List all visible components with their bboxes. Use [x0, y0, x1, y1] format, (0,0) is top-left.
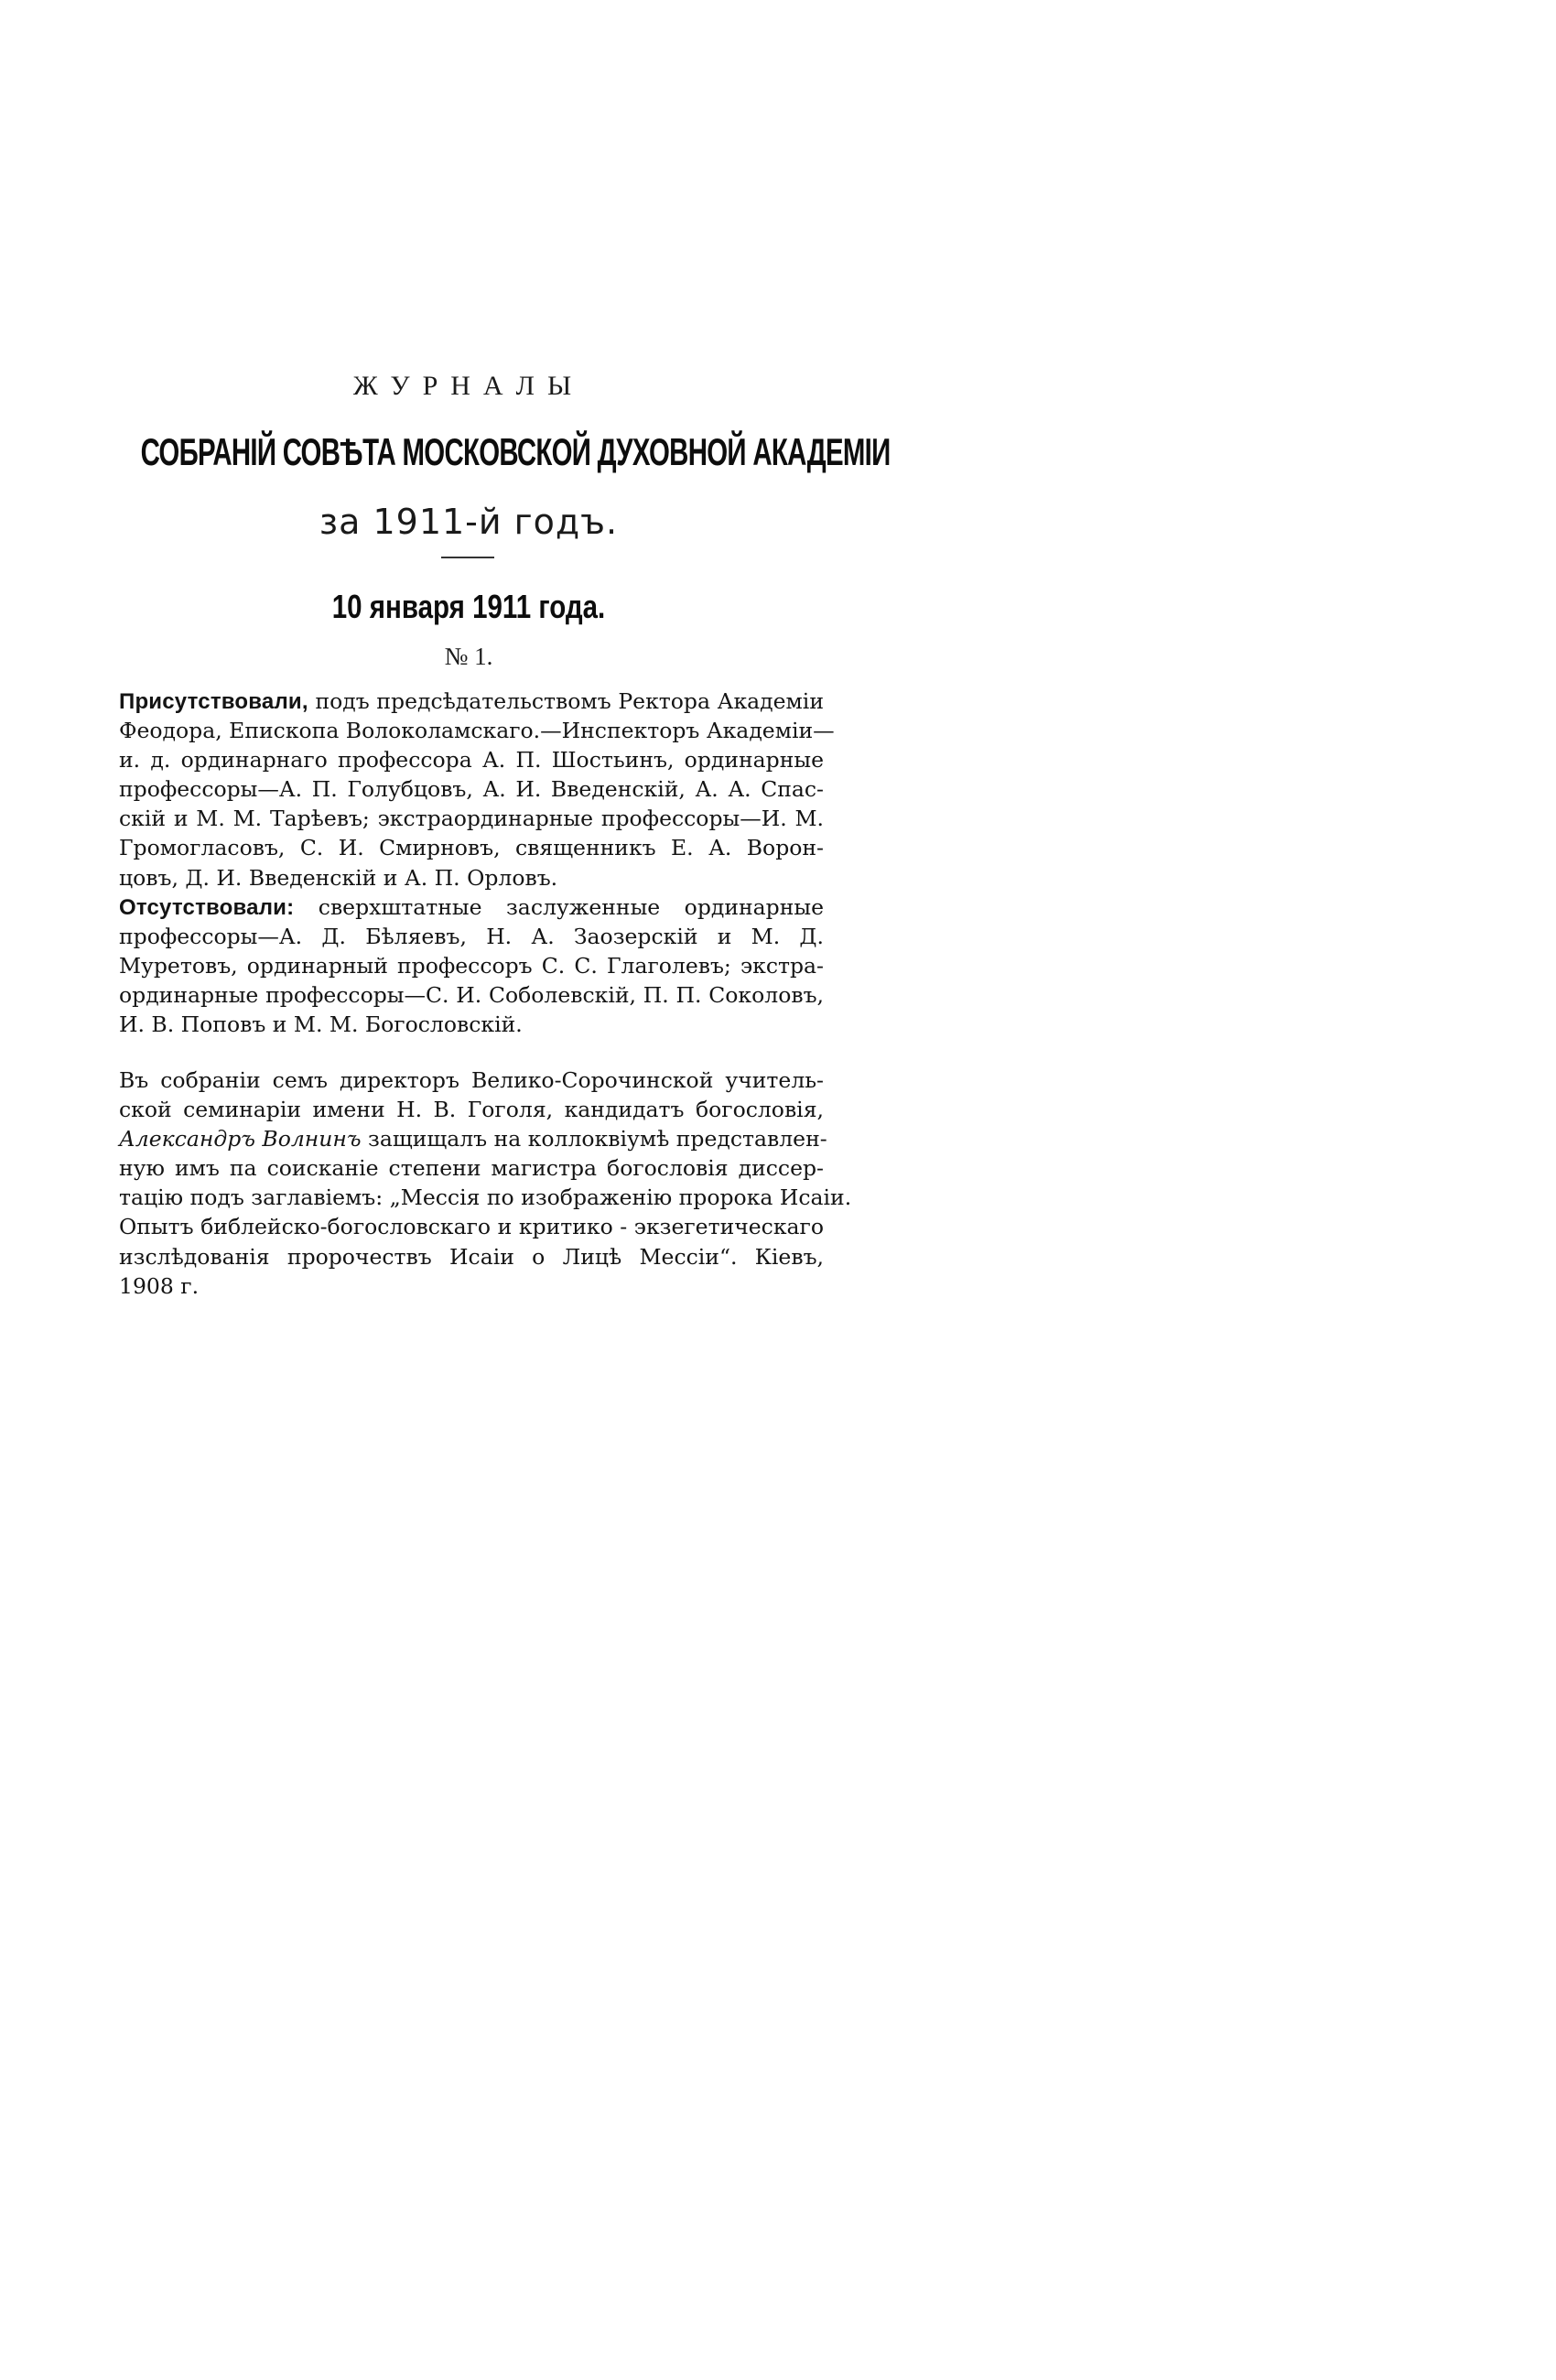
year-line: за 1911-й годъ.: [319, 502, 619, 542]
journal-label: ЖУРНАЛЫ: [352, 371, 585, 401]
proceedings-line: 1908 г.: [119, 1272, 200, 1299]
proceedings-line: изслѣдованія пророчествъ Исаіи о Лицѣ Мессіи“. Кіевъ,: [119, 1243, 824, 1270]
present-paragraph: [119, 687, 835, 892]
document-page: [0, 0, 937, 1433]
present-lead: Присутствовали,: [119, 689, 308, 714]
present-line: Феодора, Епископа Волоколамскаго.—Инспекторъ Академіи—: [119, 718, 835, 744]
proceedings-line: тацію подъ заглавіемъ: „Мессія по изображенію пророка Исаіи.: [119, 1185, 852, 1211]
absent-line: И. В. Поповъ и М. М. Богословскій.: [119, 1012, 523, 1038]
present-line: подъ предсѣдательствомъ Ректора Академіи: [308, 688, 824, 714]
proceedings-line: Въ собраніи семъ директоръ Велико-Сорочинской учитель-: [119, 1067, 824, 1093]
absent-line: ординарные профессоры—С. И. Соболевскій, П. П. Соколовъ,: [119, 982, 824, 1009]
proceedings-paragraph: [119, 1066, 852, 1301]
absent-line: сверхштатные заслуженные ординарные: [294, 894, 824, 920]
proceedings-line: ской семинаріи имени Н. В. Гоголя, кандидатъ богословія,: [119, 1097, 824, 1123]
journal-number: № 1.: [444, 643, 493, 670]
absent-paragraph: [119, 892, 824, 1039]
absent-lead: Отсутствовали:: [119, 895, 295, 920]
present-line: цовъ, Д. И. Введенскій и А. П. Орловъ.: [119, 864, 558, 891]
present-line: Громогласовъ, С. И. Смирновъ, священникъ Е. А. Ворон-: [119, 835, 824, 861]
proceedings-line: защищалъ на коллоквіумѣ представлен-: [361, 1126, 827, 1152]
proceedings-line: ную имъ па соисканіе степени магистра богословія диссер-: [119, 1155, 824, 1182]
proceedings-line: Опытъ библейско-богословскаго и критико - экзегетическаго: [119, 1214, 824, 1240]
absent-line: профессоры—А. Д. Бѣляевъ, Н. А. Заозерскій и М. Д.: [119, 924, 824, 950]
candidate-name: Александръ Волнинъ: [119, 1126, 362, 1152]
institution-title: СОБРАНІЙ СОВѢТА МОСКОВСКОЙ ДУХОВНОЙ АКАДЕМІИ: [140, 430, 891, 473]
present-line: и. д. ординарнаго профессора А. П. Шостьинъ, ординарные: [119, 747, 824, 774]
meeting-date: 10 января 1911 года.: [331, 588, 606, 625]
present-line: профессоры—А. П. Голубцовъ, А. И. Введенскій, А. А. Спас-: [119, 776, 824, 803]
present-line: скій и М. М. Тарѣевъ; экстраординарные профессоры—И. М.: [119, 806, 824, 832]
divider-rule: [441, 557, 494, 558]
absent-line: Муретовъ, ординарный профессоръ С. С. Глаголевъ; экстра-: [119, 953, 824, 979]
